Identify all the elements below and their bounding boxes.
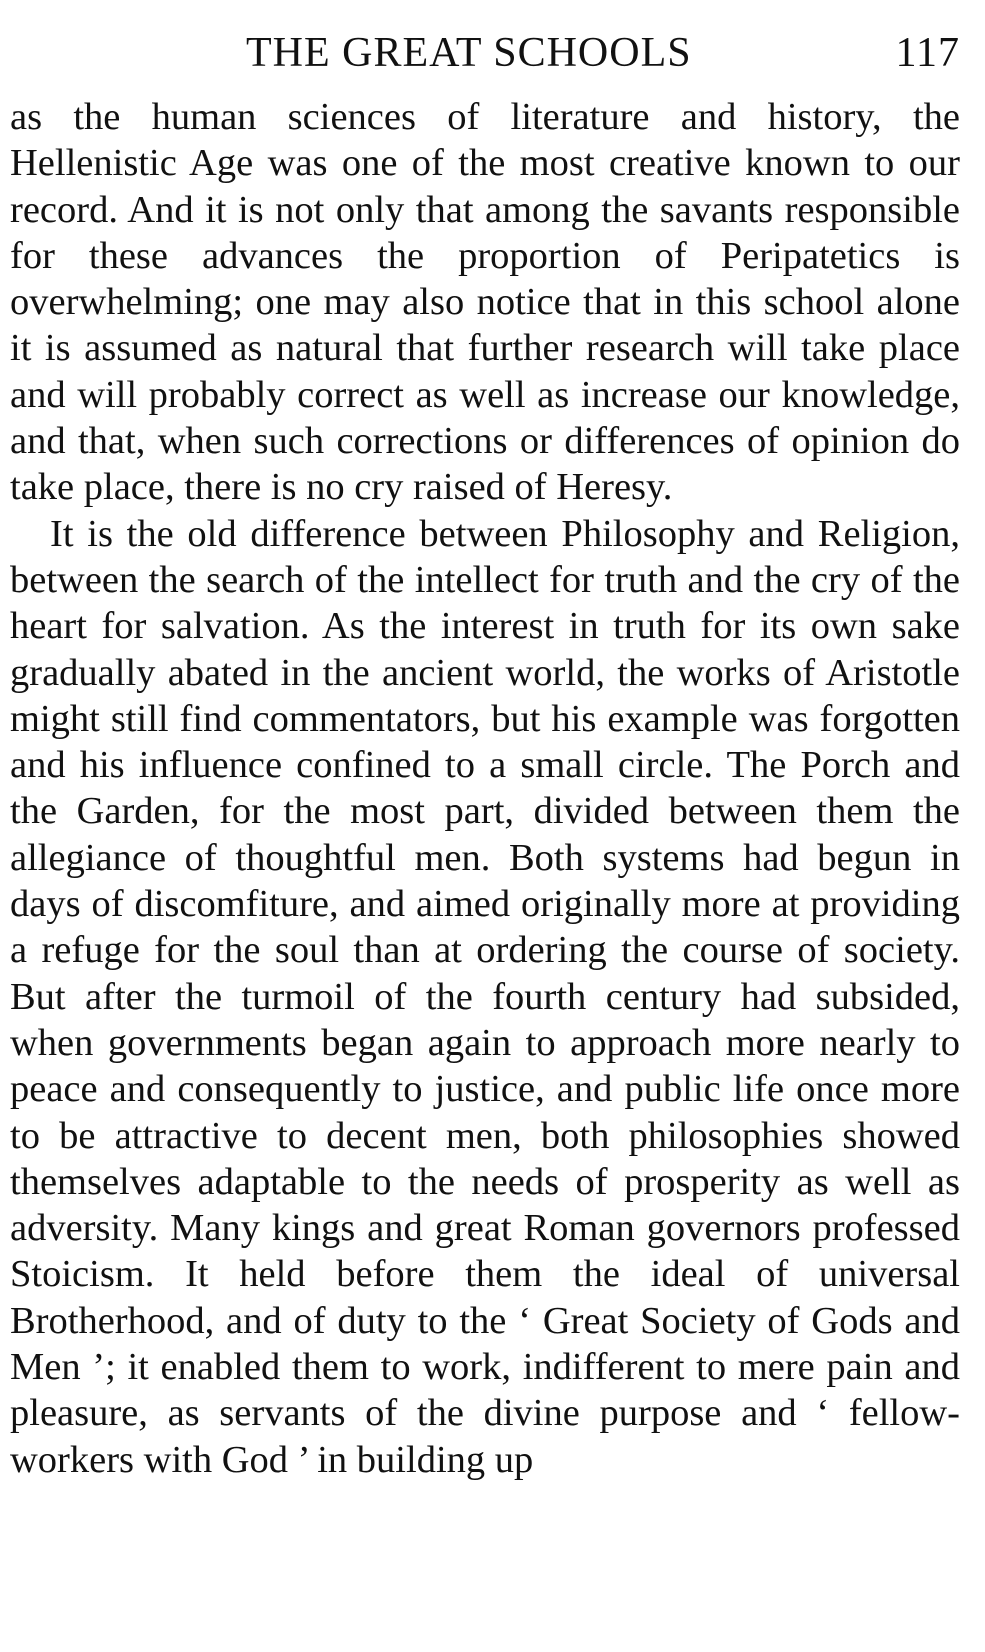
running-header (10, 12, 960, 94)
body-text (10, 94, 960, 1483)
running-title: THE GREAT SCHOOLS (246, 30, 692, 76)
page-number: 117 (895, 30, 960, 76)
paragraph-continued: as the human sciences of literature and history, the Hellenistic Age was one of the most creative known to our record. And it is not only that among the savants responsible for these advances the proportion of Peripatetics is overwhelming; one may also notice that in this school alone it is assumed as natural that further research will take place and will probably correct as well as increase our knowledge, and that, when such corrections or differences of opinion do take place, there is no cry raised of Heresy. (10, 96, 960, 509)
book-page (10, 12, 960, 1642)
paragraph-philosophy-and-religion: It is the old difference between Philosophy and Religion, between the search of the intellect for truth and the cry of the heart for salvation. As the interest in truth for its own sake gradually abated in the ancient world, the works of Aristotle might still find commentators, but his example was forgotten and his influence confined to a small circle. The Porch and the Garden, for the most part, divided between them the allegiance of thoughtful men. Both systems had begun in days of discomfiture, and aimed originally more at providing a refuge for the soul than at ordering the course of society. But after the turmoil of the fourth century had subsided, when governments began again to approach more nearly to peace and consequently to justice, and public life once more to be attractive to decent men, both philosophies showed themselves adaptable to the needs of prosperity as well as adversity. Many kings and great Roman governors professed Stoicism. It held before them the ideal of universal Brotherhood, and of duty to the ‘ Great Society of Gods and Men ’; it enabled them to work, indifferent to mere pain and pleasure, as servants of the divine purpose and ‘ fellow-workers with God ’ in building up (10, 512, 960, 1481)
